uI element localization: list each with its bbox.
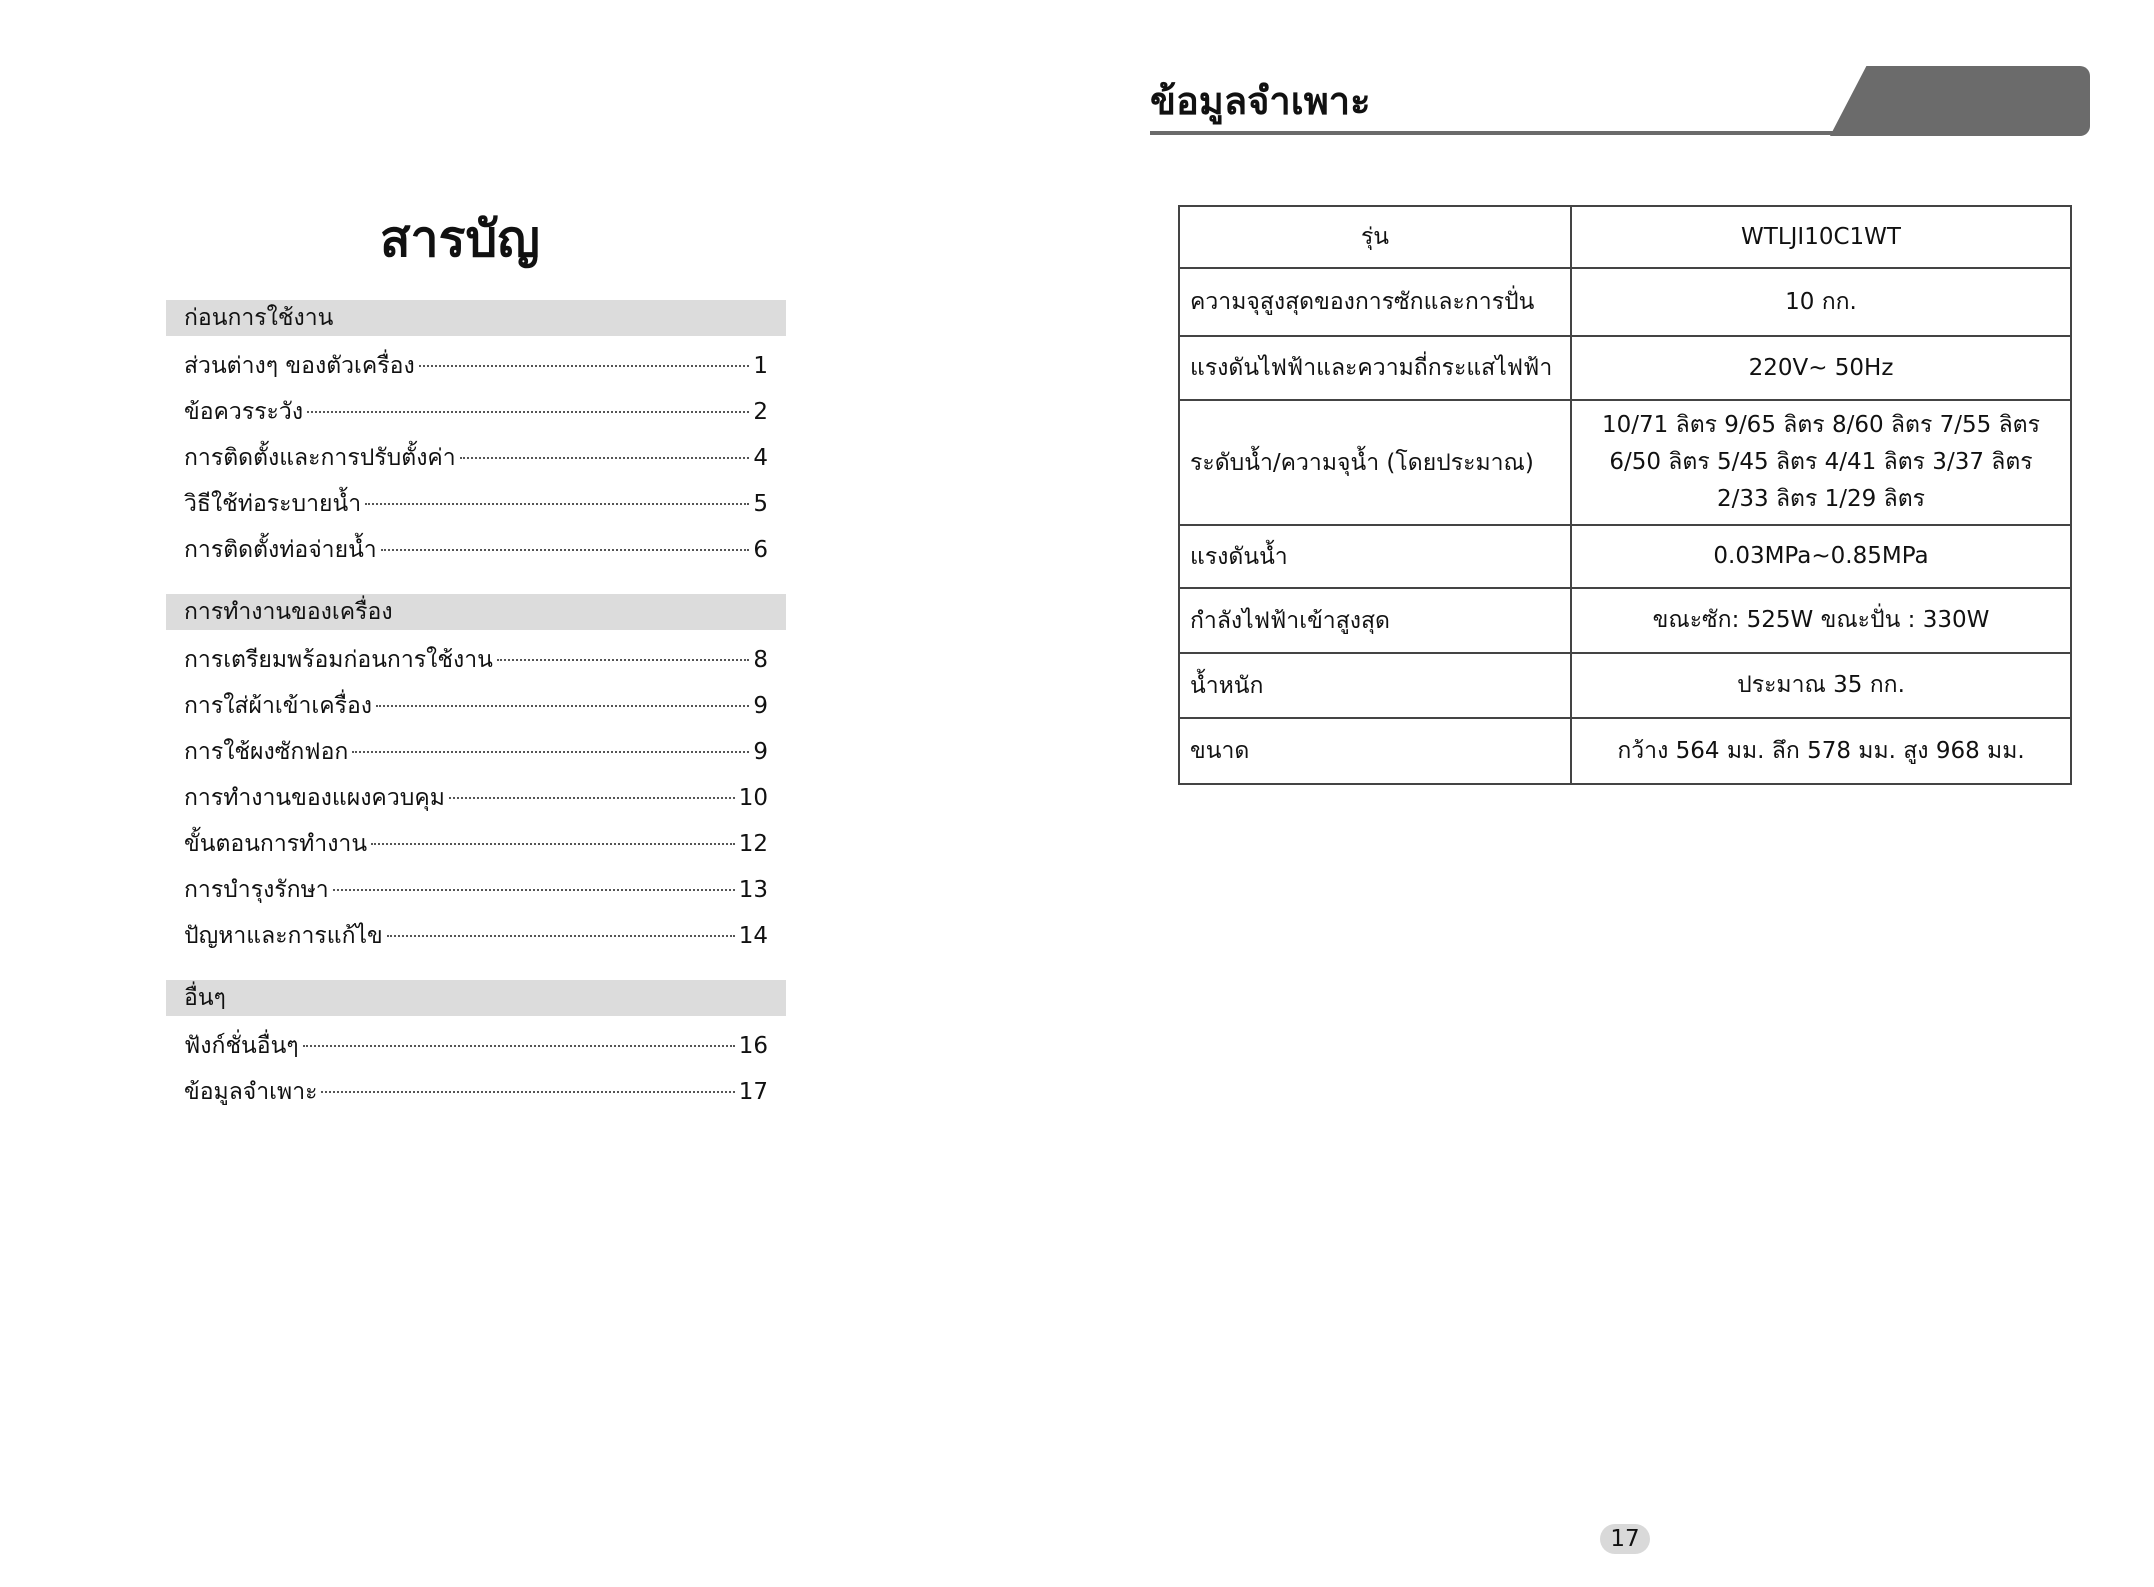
spec-value: 220V~ 50Hz <box>1571 336 2071 400</box>
toc-leader-dots <box>419 365 750 367</box>
toc-entry[interactable] <box>166 486 786 532</box>
spec-key: รุ่น <box>1179 206 1571 268</box>
toc-entry-label: การทำงานของแผงควบคุม <box>184 785 445 811</box>
table-row <box>1179 400 2071 525</box>
toc-entry-page: 14 <box>738 923 768 949</box>
toc-entry-label: การติดตั้งท่อจ่ายน้ำ <box>184 537 377 563</box>
toc-section-heading: อื่นๆ <box>166 980 786 1016</box>
toc-leader-dots <box>352 751 749 753</box>
toc-entry-page: 5 <box>753 491 768 517</box>
toc-leader-dots <box>365 503 749 505</box>
spec-table <box>1178 205 2072 785</box>
toc-leader-dots <box>497 659 750 661</box>
toc-leader-dots <box>321 1091 734 1093</box>
toc-section-list <box>166 642 786 964</box>
spec-key: แรงดันไฟฟ้าและความถี่กระแสไฟฟ้า <box>1179 336 1571 400</box>
table-row <box>1179 525 2071 588</box>
toc-leader-dots <box>449 797 735 799</box>
spec-key: ขนาด <box>1179 718 1571 784</box>
toc-entry-label: ข้อมูลจำเพาะ <box>184 1079 318 1105</box>
toc-leader-dots <box>371 843 735 845</box>
spec-value: 0.03MPa~0.85MPa <box>1571 525 2071 588</box>
toc-section-heading: ก่อนการใช้งาน <box>166 300 786 336</box>
toc-entry-page: 4 <box>753 445 768 471</box>
spec-key: แรงดันน้ำ <box>1179 525 1571 588</box>
toc-entry-page: 2 <box>753 399 768 425</box>
toc-entry-label: ฟังก์ชั่นอื่นๆ <box>184 1033 299 1059</box>
table-row <box>1179 718 2071 784</box>
toc-entry-label: การใช้ผงซักฟอก <box>184 739 349 765</box>
toc-entry[interactable] <box>166 642 786 688</box>
toc-entry-page: 9 <box>753 739 768 765</box>
spec-key: ระดับน้ำ/ความจุน้ำ (โดยประมาณ) <box>1179 400 1571 525</box>
toc-entry[interactable] <box>166 394 786 440</box>
header-tab-decoration <box>1830 66 2090 136</box>
toc-entry-page: 9 <box>753 693 768 719</box>
toc-entry-page: 13 <box>738 877 768 903</box>
table-row <box>1179 268 2071 336</box>
toc-entry-label: ส่วนต่างๆ ของตัวเครื่อง <box>184 353 415 379</box>
table-row <box>1179 653 2071 718</box>
toc-entry[interactable] <box>166 872 786 918</box>
toc-entry-page: 1 <box>753 353 768 379</box>
spec-value: 10 กก. <box>1571 268 2071 336</box>
toc-leader-dots <box>333 889 735 891</box>
toc-entry[interactable] <box>166 532 786 578</box>
toc-leader-dots <box>303 1045 735 1047</box>
toc-leader-dots <box>381 549 750 551</box>
toc-section-list <box>166 348 786 578</box>
toc-entry-label: การใส่ผ้าเข้าเครื่อง <box>184 693 372 719</box>
spec-value-line: 10/71 ลิตร 9/65 ลิตร 8/60 ลิตร 7/55 ลิตร <box>1602 412 2040 438</box>
toc-entry[interactable] <box>166 734 786 780</box>
spec-value: ประมาณ 35 กก. <box>1571 653 2071 718</box>
toc-entry-label: วิธีใช้ท่อระบายน้ำ <box>184 491 362 517</box>
toc-entry[interactable] <box>166 780 786 826</box>
toc-entry-label: การติดตั้งและการปรับตั้งค่า <box>184 445 456 471</box>
header-rule <box>1150 131 1850 135</box>
table-row <box>1179 336 2071 400</box>
table-row <box>1179 588 2071 653</box>
toc-entry-page: 12 <box>738 831 768 857</box>
toc-entry[interactable] <box>166 348 786 394</box>
spec-title: ข้อมูลจำเพาะ <box>1150 79 1371 123</box>
toc-entry-page: 16 <box>738 1033 768 1059</box>
toc-entry-page: 8 <box>753 647 768 673</box>
toc-entry-page: 17 <box>738 1079 768 1105</box>
spec-value: ขณะซัก: 525W ขณะปั่น : 330W <box>1571 588 2071 653</box>
toc-entry-label: การบำรุงรักษา <box>184 877 329 903</box>
toc-leader-dots <box>307 411 749 413</box>
toc-leader-dots <box>376 705 749 707</box>
toc-entry-label: การเตรียมพร้อมก่อนการใช้งาน <box>184 647 493 673</box>
toc-entry[interactable] <box>166 440 786 486</box>
toc-leader-dots <box>460 457 750 459</box>
toc-entry[interactable] <box>166 1028 786 1074</box>
spec-value: WTLJI10C1WT <box>1571 206 2071 268</box>
spec-key: น้ำหนัก <box>1179 653 1571 718</box>
toc-leader-dots <box>387 935 735 937</box>
toc-entry-label: ขั้นตอนการทำงาน <box>184 831 368 857</box>
toc-section-heading: การทำงานของเครื่อง <box>166 594 786 630</box>
toc-entry[interactable] <box>166 918 786 964</box>
toc-title: สารบัญ <box>380 210 540 268</box>
toc-entry[interactable] <box>166 1074 786 1120</box>
toc-entry-page: 6 <box>753 537 768 563</box>
toc-entry[interactable] <box>166 826 786 872</box>
spec-value-line: 6/50 ลิตร 5/45 ลิตร 4/41 ลิตร 3/37 ลิตร <box>1609 449 2033 475</box>
toc-entry-label: ข้อควรระวัง <box>184 399 304 425</box>
toc-entry[interactable] <box>166 688 786 734</box>
spec-value-line: 2/33 ลิตร 1/29 ลิตร <box>1717 486 1925 512</box>
spec-key: กำลังไฟฟ้าเข้าสูงสุด <box>1179 588 1571 653</box>
spec-value <box>1571 400 2071 525</box>
toc-entry-label: ปัญหาและการแก้ไข <box>184 923 383 949</box>
table-row <box>1179 206 2071 268</box>
page-number: 17 <box>1600 1524 1650 1554</box>
toc-section-list <box>166 1028 786 1120</box>
toc-entry-page: 10 <box>738 785 768 811</box>
table-of-contents <box>166 300 786 1136</box>
spec-value: กว้าง 564 มม. ลึก 578 มม. สูง 968 มม. <box>1571 718 2071 784</box>
spec-key: ความจุสูงสุดของการซักและการปั่น <box>1179 268 1571 336</box>
